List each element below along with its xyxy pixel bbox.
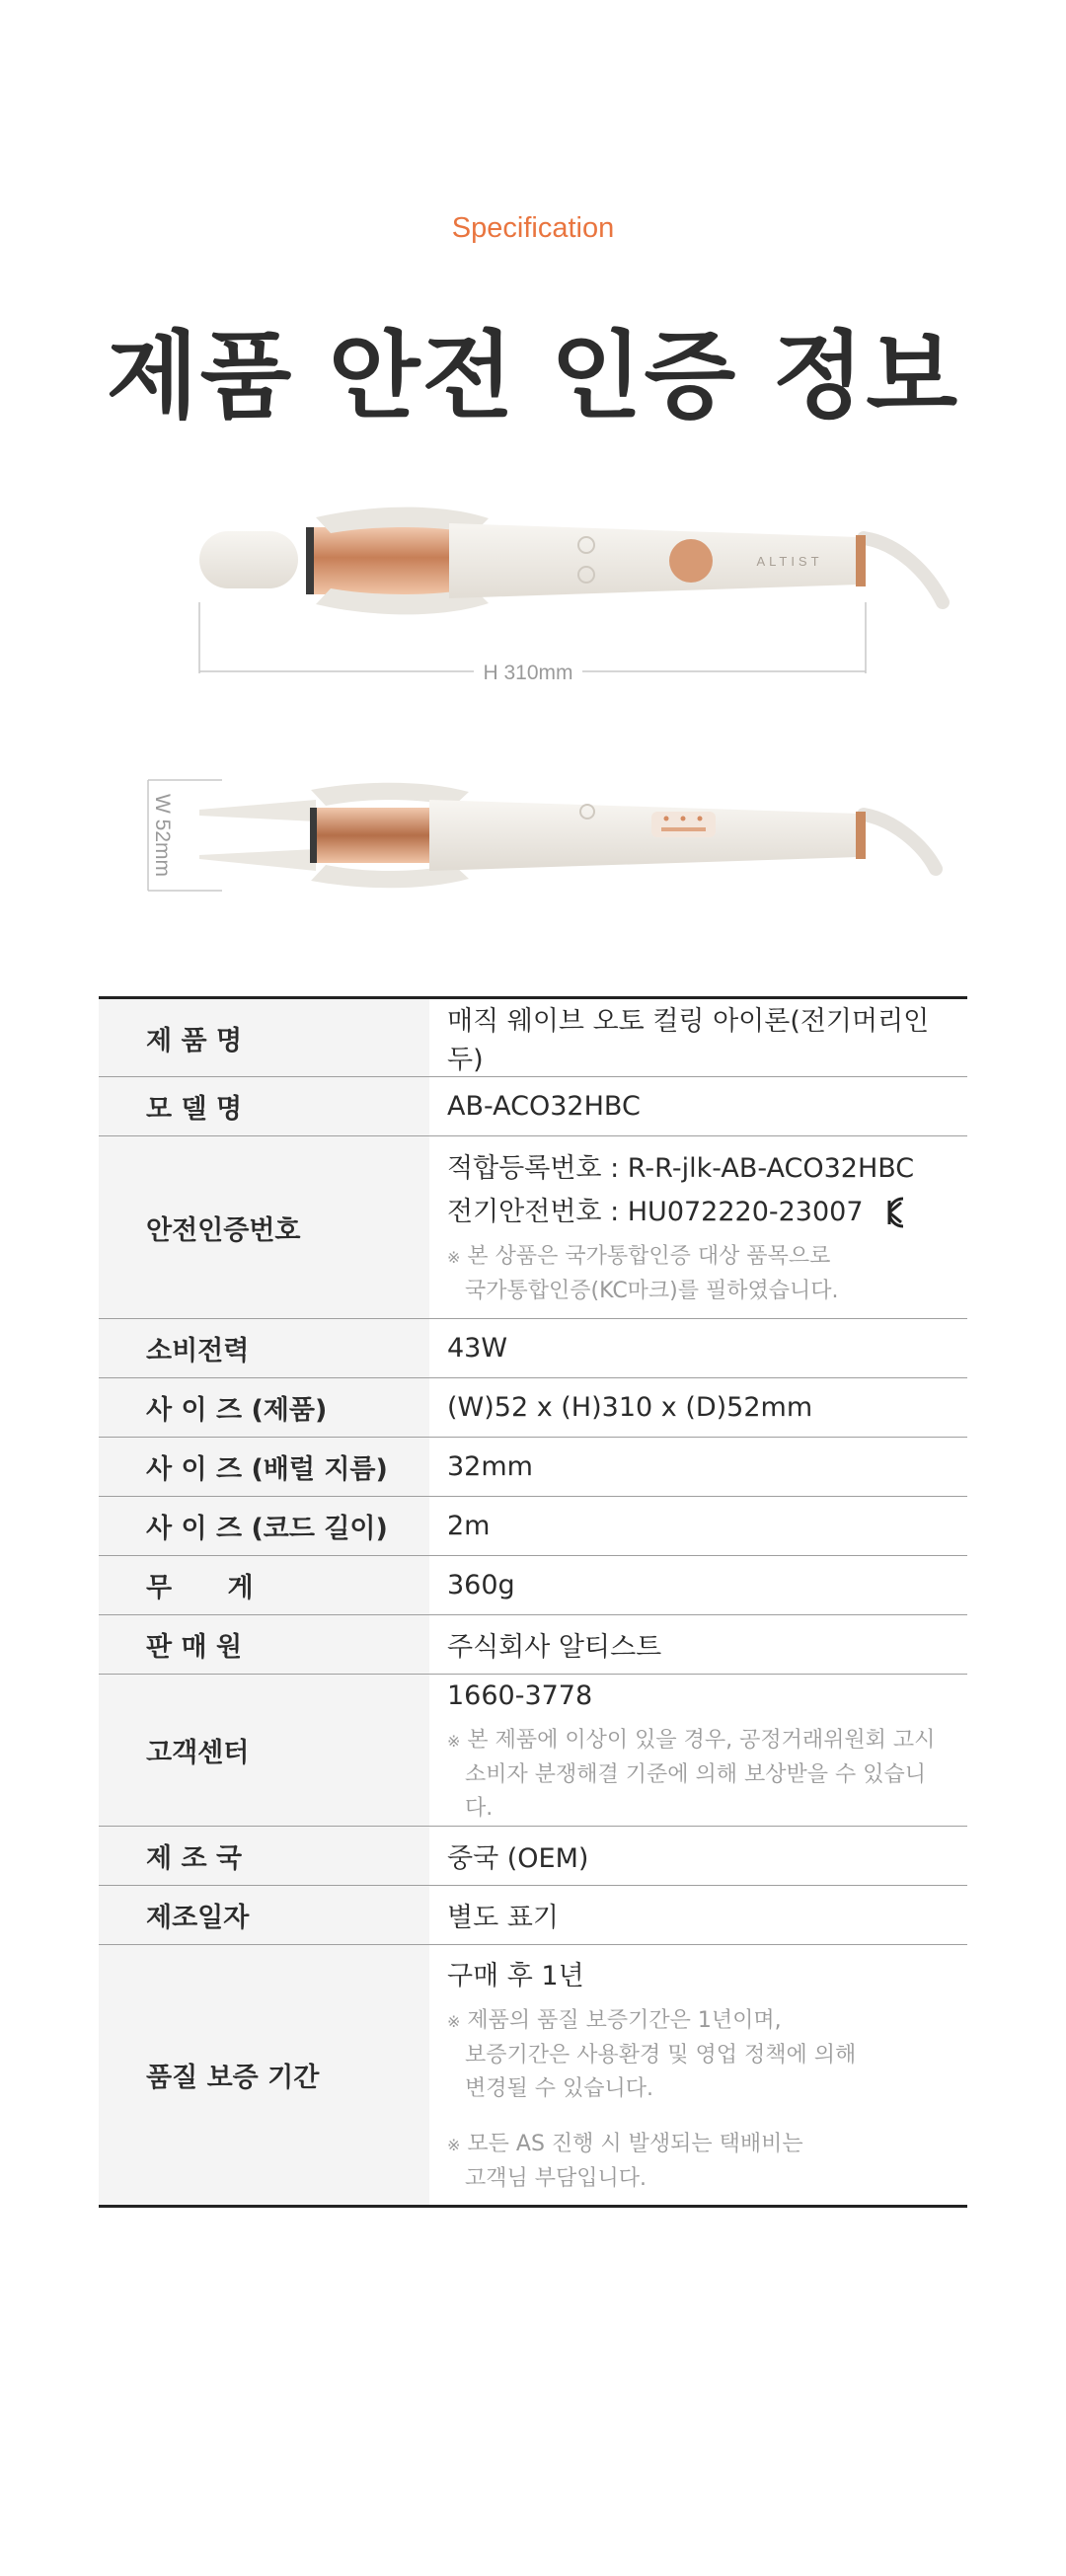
spec-table: [99, 996, 967, 2208]
row-label: 사 이 즈 (제품): [99, 1378, 429, 1438]
row-value: 43W: [429, 1319, 967, 1378]
row-value: 주식회사 알티스트: [429, 1615, 967, 1675]
warranty-note: ※ 제품의 품질 보증기간은 1년이며, 보증기간은 사용환경 및 영업 정책에 의해 변경될 수 있습니다.: [447, 2007, 857, 2101]
table-row: [99, 1319, 967, 1378]
row-value: 360g: [429, 1556, 967, 1615]
row-label: 사 이 즈 (코드 길이): [99, 1497, 429, 1556]
table-row: [99, 1827, 967, 1886]
page-title: 제품 안전 인증 정보: [106, 321, 960, 431]
row-value: AB-ACO32HBC: [429, 1077, 967, 1136]
customer-center-note: ※ 본 제품에 이상이 있을 경우, 공정거래위원회 고시 소비자 분쟁해결 기준에 의해 보상받을 수 있습니다.: [447, 1728, 936, 1821]
note-mark: ※: [447, 1732, 461, 1751]
row-label: 소비전력: [99, 1319, 429, 1378]
row-label: 제 조 국: [99, 1827, 429, 1886]
table-row: [99, 1378, 967, 1438]
table-row: [99, 1945, 967, 2207]
table-row: [99, 1136, 967, 1319]
product-image-top: [148, 494, 957, 701]
warranty-period: 구매 후 1년: [447, 1960, 584, 1991]
row-label: 제조일자: [99, 1886, 429, 1945]
kc-certification-icon: [881, 1195, 911, 1230]
row-value: [429, 1945, 967, 2207]
row-label: 모 델 명: [99, 1077, 429, 1136]
row-label: 무 게: [99, 1556, 429, 1615]
safety-note: ※ 본 상품은 국가통합인증 대상 품목으로 국가통합인증(KC마크)를 필하였습니다.: [447, 1243, 839, 1303]
row-value: 중국 (OEM): [429, 1827, 967, 1886]
product-image-side: [128, 760, 957, 908]
table-row: [99, 1675, 967, 1827]
electrical-safety-number: [447, 1191, 952, 1234]
row-label: 판 매 원: [99, 1615, 429, 1675]
row-value: 2m: [429, 1497, 967, 1556]
row-label: 품질 보증 기간: [99, 1945, 429, 2207]
row-label: 고객센터: [99, 1675, 429, 1827]
height-dimension-label: H 310mm: [483, 662, 573, 684]
table-row: [99, 1438, 967, 1497]
table-row: [99, 1886, 967, 1945]
row-value: [429, 1136, 967, 1319]
note-mark: ※: [447, 1247, 461, 1267]
brand-logo: ALTIST: [756, 554, 823, 569]
row-value: [429, 1675, 967, 1827]
row-value: 별도 표기: [429, 1886, 967, 1945]
note-mark: ※: [447, 2135, 461, 2154]
table-row: [99, 998, 967, 1077]
spec-eyebrow: Specification: [451, 212, 615, 244]
row-value: 32mm: [429, 1438, 967, 1497]
row-value: 매직 웨이브 오토 컬링 아이론(전기머리인두): [429, 998, 967, 1077]
row-label: 안전인증번호: [99, 1136, 429, 1319]
shipping-fee-note: ※ 모든 AS 진행 시 발생되는 택배비는 고객님 부담입니다.: [447, 2131, 803, 2191]
table-row: [99, 1556, 967, 1615]
note-mark: ※: [447, 2011, 461, 2031]
row-value: (W)52 x (H)310 x (D)52mm: [429, 1378, 967, 1438]
table-row: [99, 1497, 967, 1556]
width-dimension-label: W 52mm: [151, 794, 174, 877]
row-label: 사 이 즈 (배럴 지름): [99, 1438, 429, 1497]
customer-center-phone: 1660-3778: [447, 1680, 593, 1711]
electrical-safety-text: 전기안전번호 : HU072220-23007: [447, 1196, 864, 1227]
row-label: 제 품 명: [99, 998, 429, 1077]
table-row: [99, 1615, 967, 1675]
registration-number: 적합등록번호 : R-R-jlk-AB-ACO32HBC: [447, 1152, 915, 1184]
table-row: [99, 1077, 967, 1136]
